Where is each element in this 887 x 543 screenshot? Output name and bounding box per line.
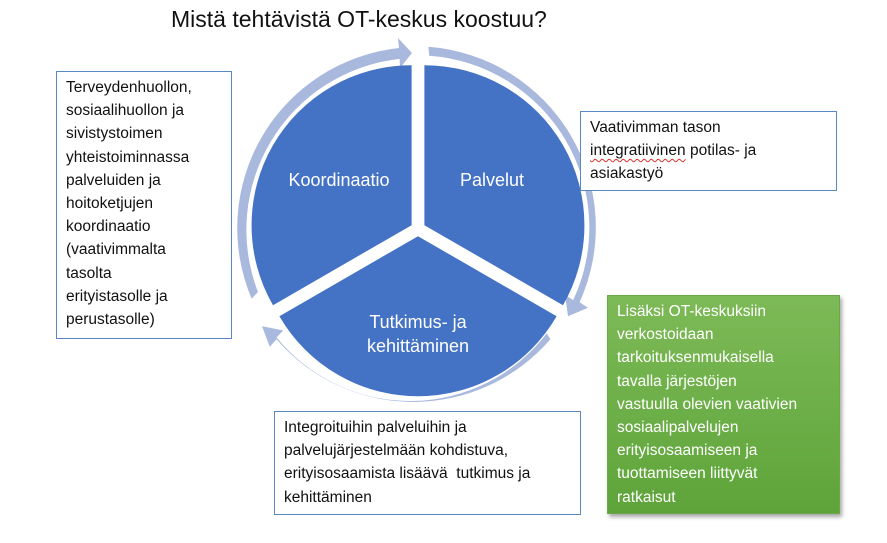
box-line: ratkaisut xyxy=(617,488,676,506)
segment-label-koordinaatio: Koordinaatio xyxy=(288,170,390,190)
box-line: yhteistoiminnassa xyxy=(66,148,190,166)
box-line: vastuulla olevien vaativien xyxy=(617,395,798,413)
segment-label-tutkimus-line2: kehittäminen xyxy=(366,336,470,356)
box-line: erityisosaamiseen ja xyxy=(617,442,758,460)
box-line: asiakastyö xyxy=(590,165,664,183)
box-line: verkostoidaan xyxy=(617,326,714,344)
box-line-rest: potilas- ja xyxy=(685,142,757,160)
box-line: sivistystoimen xyxy=(66,125,163,143)
box-line: tuottamiseen liittyvät xyxy=(617,465,758,483)
box-line xyxy=(590,139,828,162)
services-description-box xyxy=(580,111,837,191)
box-line: tarkoituksenmukaisella xyxy=(617,349,774,367)
diagram-title: Mistä tehtävistä OT-keskus koostuu? xyxy=(171,6,547,32)
research-description-box xyxy=(274,411,581,515)
box-line: sosiaalihuollon ja xyxy=(66,102,185,120)
box-line: perustasolle) xyxy=(66,311,155,329)
spellcheck-word: integratiivinen xyxy=(590,142,686,160)
coordination-description-box xyxy=(56,71,232,339)
box-line: kehittäminen xyxy=(284,488,372,506)
box-line: erityisosaamista lisäävä tutkimus ja xyxy=(284,465,531,483)
box-line: erityistasolle ja xyxy=(66,287,168,305)
box-line: hoitoketjujen xyxy=(66,195,154,213)
box-line: Vaativimman tason xyxy=(590,119,721,136)
box-line: (vaativimmalta xyxy=(66,241,166,259)
box-line: palvelujärjestelmään kohdistuva, xyxy=(284,442,509,460)
segment-label-tutkimus-line1: Tutkimus- ja xyxy=(369,312,467,332)
box-line: palveluiden ja xyxy=(66,171,161,189)
box-line: koordinaatio xyxy=(66,218,151,236)
network-note-box xyxy=(607,295,840,514)
box-line: tasolta xyxy=(66,264,112,282)
segment-label-palvelut: Palvelut xyxy=(459,170,525,190)
box-line: Terveydenhuollon, xyxy=(66,79,192,96)
box-line: Lisäksi OT-keskuksiin xyxy=(617,303,767,320)
box-line: sosiaalipalvelujen xyxy=(617,419,739,437)
box-line: Integroituihin palveluihin ja xyxy=(284,419,467,436)
box-line: tavalla järjestöjen xyxy=(617,372,737,390)
